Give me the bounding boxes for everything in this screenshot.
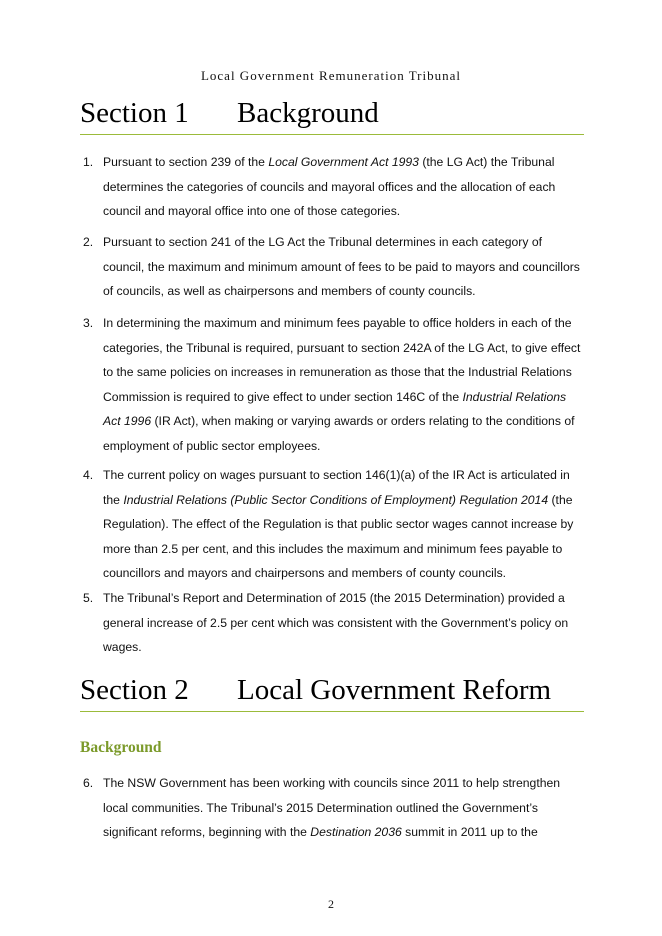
section-1-heading	[80, 96, 584, 135]
paragraph-number: 4.	[83, 468, 94, 482]
text-run: The Tribunal’s Report and Determination of 2015 (the 2015 Determination) provided a general increase of 2.5 per cent which was consistent with the Government’s policy on wages.	[103, 591, 569, 654]
section-2-number: Section 2	[80, 674, 189, 706]
text-run: summit in 2011 up to the	[401, 825, 538, 839]
paragraph-text	[103, 586, 584, 660]
running-header: Local Government Remuneration Tribunal	[200, 68, 462, 83]
paragraph-text	[103, 463, 584, 586]
text-run: (the Regulation). The effect of the Regulation is that public sector wages cannot increase by more than 2.5 per cent, and this includes the maximum and minimum fees payable to councillors and mayors and chairpersons and members of county councils.	[103, 492, 574, 580]
section-2-title: Local Government Reform	[237, 674, 552, 706]
text-run: In determining the maximum and minimum fees payable to office holders in each of the categories, the Tribunal is required, pursuant to section 242A of the LG Act, to give effect to the same policies on increases in remuneration as those that the Industrial Relations Commission is required to give effect to under section 146C of the	[103, 316, 581, 404]
paragraph-number: 5.	[83, 591, 94, 605]
text-run: (IR Act), when making or varying awards or orders relating to the conditions of employment of public sector employees.	[103, 414, 575, 453]
paragraph-text	[103, 150, 584, 224]
numbered-paragraph	[80, 150, 584, 224]
paragraph-number: 6.	[83, 776, 94, 790]
numbered-paragraph	[80, 311, 584, 458]
page-number: 2	[328, 897, 334, 911]
numbered-paragraph	[80, 463, 584, 586]
text-run: The current policy on wages pursuant to section 146(1)(a) of the IR Act is articulated in the	[103, 468, 570, 507]
paragraph-text	[103, 230, 584, 304]
text-run: Pursuant to section 241 of the LG Act the Tribunal determines in each category of council, the maximum and minimum amount of fees to be paid to mayors and councillors of councils, as well as chairpersons and members of county councils.	[103, 235, 580, 298]
paragraph-text	[103, 771, 584, 845]
numbered-paragraph	[80, 771, 584, 845]
numbered-paragraph	[80, 230, 584, 304]
paragraph-number: 3.	[83, 316, 94, 330]
paragraph-number: 2.	[83, 235, 94, 249]
section-1-number: Section 1	[80, 97, 189, 129]
section-2-heading	[80, 673, 584, 712]
paragraph-text	[103, 311, 584, 458]
section-1-title: Background	[237, 97, 379, 129]
subheading: Background	[80, 739, 162, 756]
italic-citation: Industrial Relations Act 1996	[103, 389, 567, 428]
italic-citation: Local Government Act 1993	[268, 155, 419, 169]
numbered-paragraph	[80, 586, 584, 660]
text-run: (the LG Act) the Tribunal determines the categories of councils and mayoral offices and the allocation of each council and mayoral office into one of those categories.	[103, 155, 556, 218]
text-run: The NSW Government has been working with councils since 2011 to help strengthen local communities. The Tribunal’s 2015 Determination outlined the Government’s significant reforms, beginning with the	[103, 776, 561, 839]
text-run: Pursuant to section 239 of the	[103, 155, 269, 169]
paragraph-number: 1.	[83, 155, 94, 169]
italic-citation: Destination 2036	[310, 825, 402, 839]
italic-citation: Industrial Relations (Public Sector Conditions of Employment) Regulation 2014	[123, 492, 549, 507]
